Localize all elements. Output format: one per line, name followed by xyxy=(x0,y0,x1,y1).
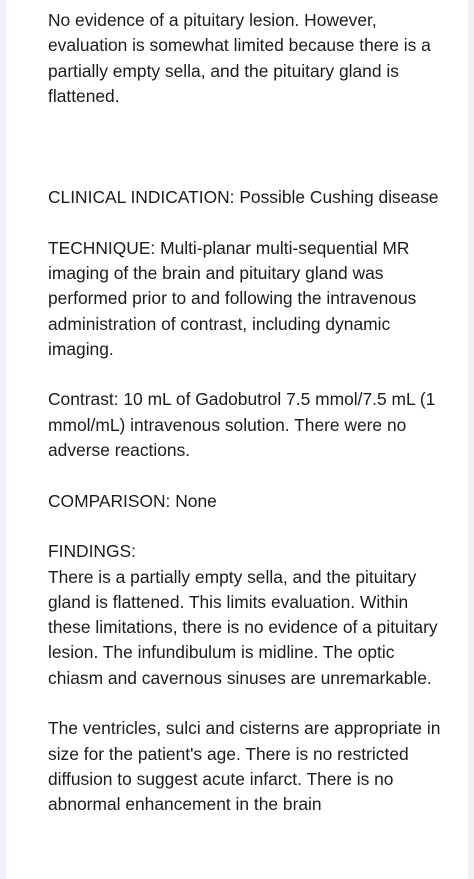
report-body xyxy=(48,8,448,843)
report-page xyxy=(6,0,468,879)
findings-brain-text: The ventricles, sulci and cisterns are appropriate in size for the patient's age. There is no restricted diffusion to suggest acute infarct. There is no abnormal enhancement in the brain xyxy=(48,718,441,815)
findings-heading: FINDINGS: xyxy=(48,541,136,562)
comparison-text: COMPARISON: None xyxy=(48,490,217,511)
findings-body-text: There is a partially empty sella, and the pituitary gland is flattened. This limits evaluation. Within these limitations, there is no evidence of a pituitary lesion. The infundibulum is midline. The optic chiasm and cavernous sinuses are unremarkable. xyxy=(48,566,438,688)
impression-text: No evidence of a pituitary lesion. However, evaluation is somewhat limited because there is a partially empty sella, and the pituitary gland is flattened. xyxy=(48,10,431,106)
findings-section xyxy=(48,539,448,691)
contrast-text: Contrast: 10 mL of Gadobutrol 7.5 mmol/7.5 mL (1 mmol/mL) intravenous solution. There were no adverse reactions. xyxy=(48,389,436,461)
clinical-indication-text: CLINICAL INDICATION: Possible Cushing disease xyxy=(48,187,439,208)
technique-text: TECHNIQUE: Multi-planar multi-sequential MR imaging of the brain and pituitary gland was performed prior to and following the intravenous administration of contrast, including dynamic imaging. xyxy=(48,237,417,359)
section-spacer xyxy=(48,134,448,185)
